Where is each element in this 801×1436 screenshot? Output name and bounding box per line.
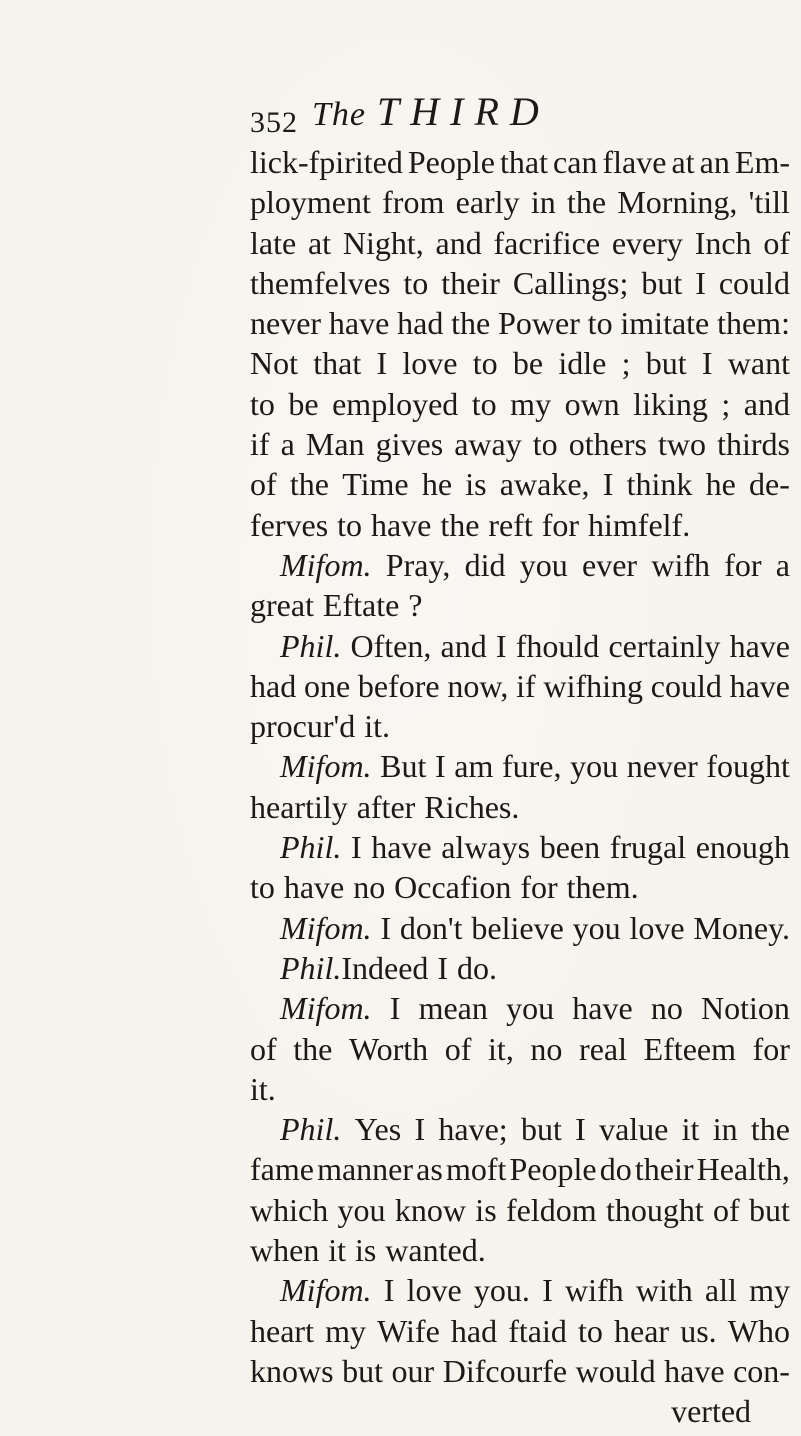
- word: heart: [250, 1312, 314, 1349]
- word: lick-fpirited: [250, 144, 403, 180]
- text-line: [250, 746, 790, 786]
- word: real: [579, 1030, 627, 1067]
- word: them:: [717, 305, 790, 342]
- word: can: [553, 144, 598, 180]
- word: do.: [456, 949, 497, 986]
- text-line: [250, 827, 790, 867]
- word: had: [397, 305, 444, 342]
- word: of: [444, 1030, 472, 1067]
- word: no: [353, 869, 386, 906]
- word: away: [454, 426, 522, 463]
- word: Occafion: [394, 869, 512, 906]
- word: I: [383, 1272, 395, 1309]
- word: fame: [250, 1151, 314, 1188]
- word: you.: [473, 1272, 530, 1309]
- word: thirds: [717, 426, 790, 463]
- text-line: [250, 1109, 790, 1149]
- word: and: [435, 224, 482, 261]
- word: value: [599, 1111, 669, 1148]
- word: could: [650, 667, 722, 704]
- word: verted: [671, 1393, 752, 1430]
- word: I: [701, 345, 713, 382]
- word: I: [495, 627, 507, 664]
- word: mean: [418, 990, 488, 1027]
- word: Man: [305, 426, 365, 463]
- text-line: [250, 464, 790, 504]
- word: in: [530, 184, 556, 221]
- text-line: [250, 908, 790, 948]
- word: want: [727, 345, 790, 382]
- text-line: [250, 1351, 790, 1391]
- word: think: [626, 466, 693, 503]
- text-line: [250, 706, 790, 746]
- word: the: [451, 305, 491, 342]
- word: But: [380, 748, 427, 785]
- word: Callings;: [512, 264, 629, 301]
- text-line: [250, 1190, 790, 1230]
- word: feldom: [505, 1191, 597, 1228]
- word: in: [712, 1111, 738, 1148]
- word: I: [389, 990, 401, 1027]
- word: the: [289, 466, 329, 503]
- word: that: [313, 345, 362, 382]
- word: you: [572, 909, 621, 946]
- word: no: [650, 990, 683, 1027]
- word: the: [566, 184, 607, 221]
- word: Morning,: [617, 184, 738, 221]
- word: never: [626, 748, 698, 785]
- word: flave: [602, 144, 667, 180]
- speaker-name: Phil.: [280, 829, 342, 866]
- word: con-: [733, 1352, 790, 1389]
- word: employed: [332, 385, 459, 422]
- word: own: [564, 385, 620, 422]
- word: I: [414, 1111, 426, 1148]
- word: all: [704, 1272, 737, 1309]
- word: have: [572, 990, 633, 1027]
- word: Inch: [694, 224, 752, 261]
- word: early: [455, 184, 520, 221]
- word: for: [520, 869, 558, 906]
- word: have: [664, 1352, 725, 1389]
- word: their: [441, 264, 500, 301]
- word: am: [454, 748, 494, 785]
- word: to: [250, 869, 275, 906]
- word: have: [328, 305, 390, 342]
- word: have: [283, 869, 345, 906]
- word: my: [510, 385, 552, 422]
- word: to: [577, 1312, 603, 1349]
- word: but: [342, 1352, 383, 1389]
- word: for: [541, 506, 580, 543]
- text-line: [250, 142, 790, 182]
- word: idle: [558, 345, 607, 382]
- word: Pray,: [385, 546, 451, 583]
- word: ever: [582, 546, 638, 583]
- word: themfelves: [250, 264, 391, 301]
- word: but: [645, 345, 687, 382]
- speaker-name: Phil.: [280, 627, 342, 664]
- running-head-third: THIRD: [377, 89, 550, 134]
- word: I: [376, 345, 388, 382]
- word: liking: [633, 385, 708, 422]
- word: don't: [399, 909, 463, 946]
- text-line: [250, 424, 790, 464]
- word: my: [325, 1312, 366, 1349]
- word: my: [749, 1272, 790, 1309]
- body-text: [250, 142, 790, 1432]
- speaker-name: Mifom.: [280, 990, 372, 1027]
- word: them.: [566, 869, 639, 906]
- word: have: [729, 667, 790, 704]
- word: he: [705, 466, 736, 503]
- word: an: [699, 144, 730, 180]
- word: procur'd: [250, 708, 356, 745]
- word: himfelf.: [588, 506, 691, 543]
- page-number: 352: [250, 106, 298, 139]
- word: Power: [498, 305, 580, 342]
- text-line: [250, 1149, 790, 1189]
- word: do: [599, 1151, 632, 1188]
- text-line: [250, 1270, 790, 1310]
- word: Riches.: [424, 788, 520, 825]
- word: from: [382, 184, 445, 221]
- word: believe: [471, 909, 564, 946]
- word: with: [635, 1272, 693, 1309]
- text-line: [250, 182, 790, 222]
- word: have;: [438, 1111, 508, 1148]
- word: of: [763, 224, 790, 261]
- text-line: [250, 626, 790, 666]
- running-head-the: The: [312, 96, 366, 133]
- word: at: [307, 224, 332, 261]
- word: if: [250, 426, 270, 463]
- word: as: [416, 1151, 443, 1188]
- word: de-: [749, 466, 790, 503]
- word: love: [629, 909, 685, 946]
- word: it: [681, 1111, 700, 1148]
- word: could: [718, 264, 790, 301]
- speaker-name: Phil.: [280, 949, 342, 986]
- word: have: [370, 506, 432, 543]
- text-line: [250, 223, 790, 263]
- word: heartily: [250, 788, 348, 825]
- word: had: [450, 1312, 498, 1349]
- word: Night,: [342, 224, 424, 261]
- speaker-name: Phil.: [280, 1111, 342, 1148]
- word: I: [380, 909, 392, 946]
- word: fure,: [501, 748, 562, 785]
- word: but: [520, 1111, 562, 1148]
- word: fought: [706, 748, 790, 785]
- word: wifhing: [543, 667, 643, 704]
- word: Yes: [354, 1111, 402, 1148]
- word: to: [403, 264, 429, 301]
- word: Wife: [377, 1312, 440, 1349]
- speaker-name: Mifom.: [280, 748, 372, 785]
- word: Efteem: [643, 1030, 736, 1067]
- text-line: [250, 1311, 790, 1351]
- word: I: [437, 949, 448, 986]
- word: wifh: [564, 1272, 624, 1309]
- word: is: [475, 1191, 497, 1228]
- word: frugal: [609, 829, 687, 866]
- word: of: [250, 1030, 277, 1067]
- word: I: [695, 264, 706, 301]
- text-line: [250, 263, 790, 303]
- word: know: [394, 1191, 466, 1228]
- word: a: [280, 426, 295, 463]
- word: at: [671, 144, 695, 180]
- word: did: [464, 546, 506, 583]
- word: the: [440, 506, 480, 543]
- word: Often,: [350, 627, 432, 664]
- word: gives: [375, 426, 444, 463]
- word: but: [641, 264, 683, 301]
- word: had: [250, 667, 297, 704]
- text-line: [250, 585, 790, 625]
- word: to: [250, 385, 275, 422]
- word: no: [530, 1030, 563, 1067]
- word: ;: [621, 345, 631, 382]
- text-line: [250, 666, 790, 706]
- word: and: [743, 385, 790, 422]
- word: and: [440, 627, 487, 664]
- word: that: [500, 144, 548, 180]
- word: Worth: [348, 1030, 429, 1067]
- word: wanted.: [385, 1232, 486, 1269]
- word: Money.: [693, 909, 790, 946]
- word: facrifice: [493, 224, 601, 261]
- word: Em-: [734, 144, 790, 180]
- page-header: [250, 88, 650, 140]
- word: certainly: [608, 627, 721, 664]
- word: fhould: [515, 627, 600, 664]
- word: I: [435, 748, 446, 785]
- word: have: [729, 627, 790, 664]
- word: when: [250, 1232, 320, 1269]
- word: Difcourfe: [442, 1352, 568, 1389]
- word: is: [465, 466, 487, 503]
- word: ;: [721, 385, 731, 422]
- word: every: [611, 224, 683, 261]
- speaker-name: Mifom.: [280, 1272, 372, 1309]
- word: after: [356, 788, 416, 825]
- word: to: [337, 506, 363, 543]
- word: Indeed: [341, 949, 429, 986]
- word: two: [658, 426, 706, 463]
- word: 'till: [748, 184, 790, 221]
- word: if: [516, 667, 536, 704]
- speaker-name: Mifom.: [280, 909, 372, 946]
- word: you: [506, 990, 555, 1027]
- word: he: [421, 466, 453, 503]
- word: before: [357, 667, 440, 704]
- word: reft: [488, 506, 533, 543]
- word: you: [337, 1191, 386, 1228]
- word: have: [371, 829, 432, 866]
- word: Health,: [696, 1151, 790, 1188]
- word: ployment: [250, 184, 371, 221]
- text-line: [250, 545, 790, 585]
- word: great: [250, 587, 314, 624]
- word: their: [634, 1151, 694, 1188]
- word: to: [532, 426, 558, 463]
- word: Notion: [701, 990, 790, 1027]
- word: ?: [408, 587, 423, 624]
- text-line: [250, 343, 790, 383]
- word: it.: [364, 708, 391, 745]
- word: be: [288, 385, 319, 422]
- word: been: [539, 829, 601, 866]
- word: Time: [342, 466, 409, 503]
- word: it: [328, 1232, 347, 1269]
- word: it,: [488, 1030, 514, 1067]
- word: Who: [727, 1312, 790, 1349]
- speaker-name: Mifom.: [280, 546, 372, 583]
- word: I: [575, 1111, 586, 1148]
- word: awake,: [499, 466, 590, 503]
- word: I: [350, 829, 362, 866]
- text-line: [250, 303, 790, 343]
- word: but: [749, 1191, 790, 1228]
- word: to: [587, 305, 613, 342]
- word: of: [250, 466, 277, 503]
- word: enough: [695, 829, 790, 866]
- word: be: [512, 345, 544, 382]
- running-head: [312, 88, 550, 135]
- text-line: [250, 1391, 790, 1431]
- word: now,: [447, 667, 509, 704]
- word: love: [406, 1272, 462, 1309]
- word: to: [472, 345, 498, 382]
- word: Not: [250, 345, 298, 382]
- word: our: [391, 1352, 435, 1389]
- word: of: [713, 1191, 740, 1228]
- word: for: [752, 1030, 790, 1067]
- word: always: [441, 829, 531, 866]
- word: would: [575, 1352, 656, 1389]
- word: People: [407, 144, 495, 180]
- word: never: [250, 305, 322, 342]
- word: it.: [250, 1070, 276, 1107]
- word: hear: [614, 1312, 670, 1349]
- word: I: [602, 466, 614, 503]
- word: is: [355, 1232, 377, 1269]
- word: moft: [445, 1151, 507, 1188]
- word: thought: [605, 1191, 704, 1228]
- word: the: [750, 1111, 790, 1148]
- word: manner: [317, 1151, 414, 1188]
- text-line: [250, 948, 790, 988]
- word: you: [570, 748, 619, 785]
- word: others: [568, 426, 647, 463]
- word: you: [519, 546, 568, 583]
- word: to: [471, 385, 497, 422]
- word: for: [724, 546, 762, 583]
- word: knows: [250, 1352, 334, 1389]
- word: I: [542, 1272, 553, 1309]
- word: which: [250, 1191, 329, 1228]
- text-line: [250, 384, 790, 424]
- word: late: [250, 224, 297, 261]
- word: us.: [680, 1312, 717, 1349]
- word: People: [509, 1151, 597, 1188]
- word: ftaid: [508, 1312, 567, 1349]
- word: one: [303, 667, 351, 704]
- text-line: [250, 1069, 790, 1109]
- word: imitate: [620, 305, 710, 342]
- word: ferves: [250, 506, 329, 543]
- word: wifh: [651, 546, 710, 583]
- word: a: [775, 546, 790, 583]
- word: the: [293, 1030, 333, 1067]
- text-line: [250, 787, 790, 827]
- text-line: [250, 1230, 790, 1270]
- word: love: [402, 345, 458, 382]
- text-line: [250, 505, 790, 545]
- word: Eftate: [322, 587, 400, 624]
- text-line: [250, 867, 790, 907]
- text-line: [250, 1029, 790, 1069]
- text-line: [250, 988, 790, 1028]
